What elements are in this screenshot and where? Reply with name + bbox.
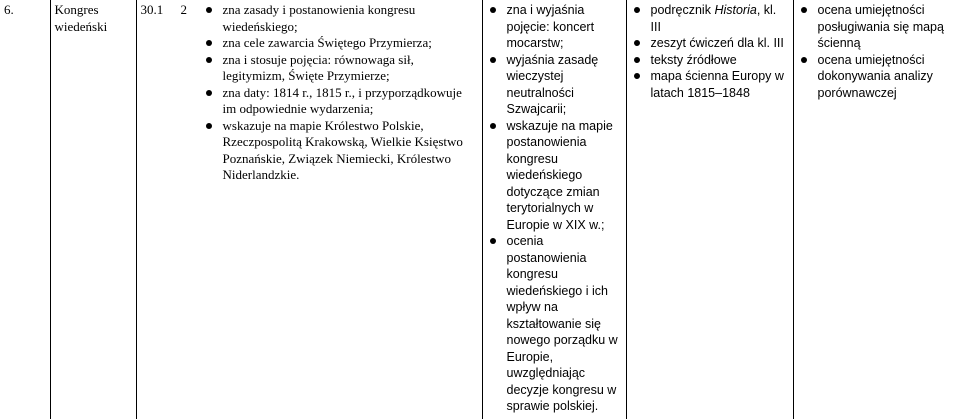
row-number: 6. <box>4 2 14 17</box>
list-item: ocena umiejętności posługiwania się mapą ścienną <box>798 2 956 52</box>
list-item: zna cele zawarcia Świętego Przymierza; <box>203 35 478 52</box>
list-item: wskazuje na mapie Królestwo Polskie, Rzeczpospolitą Krakowską, Wielkie Księstwo Poznańskie, Związek Niemiecki, Królestwo Niderlandzkie. <box>203 118 478 184</box>
list-item: zna i wyjaśnia pojęcie: koncert mocarstw; <box>487 2 622 52</box>
list-item: zeszyt ćwiczeń dla kl. III <box>631 35 789 52</box>
row-number-cell <box>0 0 50 419</box>
basic-requirements-list <box>203 2 478 184</box>
list-item: zna daty: 1814 r., 1815 r., i przyporządkowuje im odpowiednie wydarzenia; <box>203 85 478 118</box>
extended-requirements-list <box>487 2 622 415</box>
list-item: zna i stosuje pojęcia: równowaga sił, legitymizm, Święte Przymierze; <box>203 52 478 85</box>
textbook-suffix: , kl. III <box>650 3 777 34</box>
list-item: ocena umiejętności dokonywania analizy porównawczej <box>798 52 956 102</box>
teaching-aids-list <box>631 2 789 101</box>
list-item: wyjaśnia zasadę wieczystej neutralności Szwajcarii; <box>487 52 622 118</box>
list-item <box>631 2 789 35</box>
topic-title: Kongres wiedeński <box>54 2 108 34</box>
hours-count: 2 <box>180 2 187 17</box>
list-item: teksty źródłowe <box>631 52 789 69</box>
textbook-title: Historia <box>714 3 757 17</box>
list-item: ocenia postanowienia kongresu wiedeńskiego i ich wpływ na kształtowanie się nowego porządku w Europie, uwzględniając decyzje kongresu w sprawie polskiej. <box>487 233 622 415</box>
basic-requirements-cell <box>136 0 482 419</box>
list-item: mapa ścienna Europy w latach 1815–1848 <box>631 68 789 101</box>
extended-requirements-cell <box>482 0 626 419</box>
skills-cell <box>793 0 959 419</box>
teaching-aids-cell <box>626 0 793 419</box>
lesson-code: 30.1 <box>140 2 164 17</box>
list-item: zna zasady i postanowienia kongresu wiedeńskiego; <box>203 2 478 35</box>
textbook-prefix: podręcznik <box>650 3 715 17</box>
skills-list <box>798 2 956 101</box>
list-item: wskazuje na mapie postanowienia kongresu wiedeńskiego dotyczące zmian terytorialnych w Europie w XIX w.; <box>487 118 622 234</box>
topic-cell <box>50 0 136 419</box>
